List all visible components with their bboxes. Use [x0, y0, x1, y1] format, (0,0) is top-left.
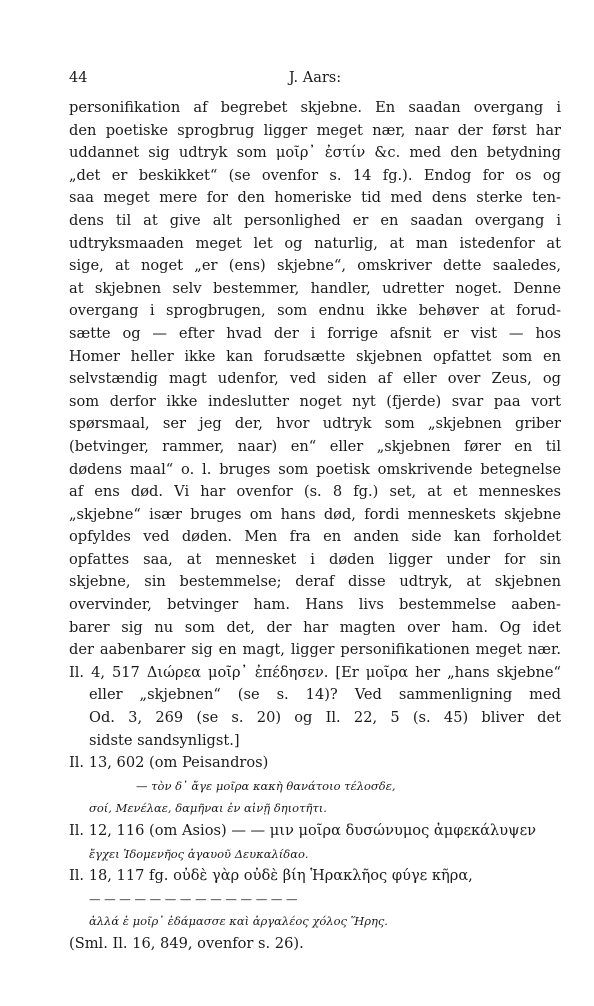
text-line: af ens død. Vi har ovenfor (s. 8 fg.) set, at et menneskes	[69, 483, 561, 501]
text-line: opfattes saa, at mennesket i døden ligger under for sin	[69, 550, 561, 568]
text-line: uddannet sig udtryk som μοῖρ᾽ ἐστίν &c. med den betydning	[69, 144, 561, 162]
ellipsis-dash-line: — — — — — — — — — — — — — —	[89, 891, 298, 906]
text-line: der aabenbarer sig en magt, ligger personifikationen meget nær.	[69, 641, 561, 659]
greek-quote-line: σοί, Μενέλαε, δαμῆναι ἐν αἰνῇ δηιοτῆτι.	[89, 801, 327, 816]
text-line: Homer heller ikke kan forudsætte skjebnen opfattet som en	[69, 347, 561, 365]
text-line: overgang i sprogbrugen, som endnu ikke behøver at forud-	[69, 302, 561, 320]
text-line: overvinder, betvinger ham. Hans livs bestemmelse aaben-	[69, 596, 561, 614]
running-head	[69, 70, 561, 90]
text-line: sige, at noget „er (ens) skjebne“, omskriver dette saaledes,	[69, 257, 561, 275]
text-line: spørsmaal, ser jeg der, hvor udtryk som „skjebnen griber	[69, 415, 561, 433]
citation-line: Il. 18, 117 fg. οὐδὲ γὰρ οὐδὲ βίη Ἡρακλῆος φύγε κῆρα,	[69, 867, 473, 885]
body-text	[69, 97, 561, 956]
text-line: „det er beskikket“ (se ovenfor s. 14 fg.). Endog for os og	[69, 166, 561, 184]
text-line: som derfor ikke indeslutter noget nyt (fjerde) svar paa vort	[69, 392, 561, 410]
running-title: J. Aars:	[288, 70, 342, 86]
greek-quote-line: — τὸν δ᾽ ἄγε μοῖρα κακὴ θανάτοιο τέλοσδε,	[136, 778, 396, 793]
text-line: skjebne, sin bestemmelse; deraf disse udtryk, at skjebnen	[69, 573, 561, 591]
text-line: personifikation af begrebet skjebne. En saadan overgang i	[69, 99, 561, 116]
greek-quote-line: ἔγχει Ἰδομενῆος ἀγαυοῦ Δευκαλίδαο.	[89, 846, 309, 861]
text-line: sidste sandsynligst.]	[89, 731, 240, 749]
text-line: dens til at give alt personlighed er en saadan overgang i	[69, 211, 561, 229]
text-line: „skjebne“ især bruges om hans død, fordi menneskets skjebne	[69, 505, 561, 523]
text-line: sætte og — efter hvad der i forrige afsnit er vist — hos	[69, 324, 561, 342]
text-line: selvstændig magt udenfor, ved siden af eller over Zeus, og	[69, 370, 561, 388]
page	[69, 0, 561, 1006]
text-line: den poetiske sprogbrug ligger meget nær, naar der først har	[69, 121, 561, 139]
text-line: (betvinger, rammer, naar) en“ eller „skjebnen fører en til	[69, 437, 561, 455]
citation-line: Il. 13, 602 (om Peisandros)	[69, 754, 269, 772]
citation-line: Il. 12, 116 (om Asios) — — μιν μοῖρα δυσώνυμος ἀμφεκάλυψεν	[69, 822, 536, 839]
citation-line: (Sml. Il. 16, 849, ovenfor s. 26).	[69, 934, 304, 952]
text-line: Od. 3, 269 (se s. 20) og Il. 22, 5 (s. 45) bliver det	[89, 709, 561, 727]
citation-line: Il. 4, 517 Διώρεα μοῖρ᾽ ἐπέδησεν. [Er μοῖρα her „hans skjebne“	[69, 663, 561, 681]
text-line: dødens maal“ o. l. bruges som poetisk omskrivende betegnelse	[69, 460, 561, 478]
text-line: opfyldes ved døden. Men fra en anden side kan forholdet	[69, 528, 561, 546]
greek-quote-line: ἀλλά ἑ μοῖρ᾽ ἐδάμασσε καὶ ἀργαλέος χόλος Ἥρης.	[89, 914, 388, 929]
text-line: barer sig nu som det, der har magten over ham. Og idet	[69, 618, 561, 636]
page-number: 44	[69, 70, 88, 86]
text-line: eller „skjebnen“ (se s. 14)? Ved sammenligning med	[89, 686, 561, 704]
text-line: at skjebnen selv bestemmer, handler, udretter noget. Denne	[69, 279, 561, 297]
text-line: udtryksmaaden meget let og naturlig, at man istedenfor at	[69, 234, 561, 252]
text-line: saa meget mere for den homeriske tid med dens sterke ten-	[69, 189, 561, 207]
